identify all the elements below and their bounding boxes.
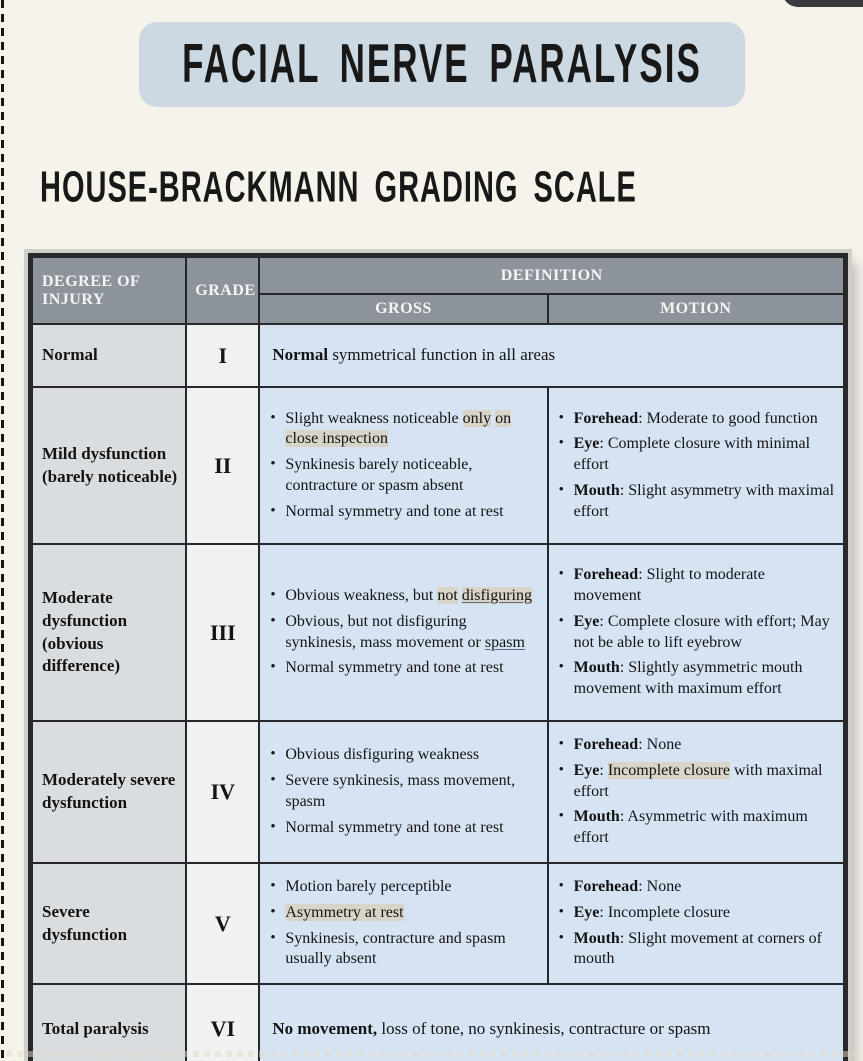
text-segment: symmetrical function in all areas [328, 345, 556, 365]
bullet-text [285, 502, 538, 523]
bullet-text [574, 877, 835, 898]
text-segment: Forehead [573, 566, 639, 584]
bullet-icon: • [558, 761, 564, 778]
motion-cell [548, 387, 844, 544]
bullet-item [268, 745, 538, 766]
bullet-icon: • [558, 659, 564, 676]
table-row [32, 324, 844, 387]
text-segment: Incomplete closure [607, 761, 730, 779]
bullet-item [557, 481, 835, 523]
bullet-item [557, 409, 835, 430]
bullet-item [268, 818, 538, 839]
bullet-item [268, 929, 538, 971]
table-row [32, 863, 844, 984]
degree-cell: Moderate dysfunction (obvious difference) [32, 544, 186, 721]
table-row [32, 984, 844, 1061]
bullet-icon: • [558, 612, 564, 629]
bullet-icon: • [558, 566, 564, 583]
title-badge [139, 22, 745, 107]
bullet-icon: • [270, 409, 276, 426]
gross-cell [259, 387, 547, 544]
text-segment: Normal symmetry and tone at rest [285, 818, 504, 836]
text-segment: Mouth [573, 808, 620, 826]
bullet-icon: • [558, 903, 564, 920]
text-segment: loss of tone, no synkinesis, contracture or spasm [377, 1019, 711, 1039]
table-header [32, 257, 844, 324]
bullet-text [285, 658, 538, 679]
bullet-text [574, 929, 835, 971]
gross-cell [259, 721, 547, 863]
bullet-item [557, 434, 835, 476]
text-segment: Obvious disfiguring weakness [285, 746, 480, 764]
bullet-icon: • [558, 736, 564, 752]
bullet-icon: • [270, 746, 276, 763]
bullet-icon: • [270, 877, 276, 894]
text-segment: Mouth [573, 659, 620, 677]
bullet-icon: • [270, 903, 276, 920]
grading-table-frame [28, 253, 848, 1061]
bullet-item [557, 612, 835, 654]
text-segment: Eye [573, 761, 600, 779]
text-segment: Forehead [573, 877, 639, 895]
page-subtitle: HOUSE-BRACKMANN GRADING SCALE [40, 163, 637, 212]
bullet-text [574, 481, 835, 523]
bullet-icon: • [270, 502, 276, 519]
text-segment: Eye [573, 612, 600, 630]
bullet-text [574, 807, 835, 849]
bullet-item [268, 586, 538, 607]
text-segment: : Complete closure with effort; May not be able to lift eyebrow [573, 612, 830, 651]
text-segment: Forehead [573, 736, 639, 753]
gross-cell [259, 863, 547, 984]
bullet-item [557, 735, 835, 756]
text-segment: : Slightly asymmetric mouth movement with maximum effort [573, 659, 803, 698]
bullet-text [285, 612, 538, 654]
grade-cell: I [186, 324, 259, 387]
text-segment: on close inspection [285, 409, 512, 448]
bullet-icon: • [270, 586, 276, 603]
bullet-item [268, 771, 538, 813]
degree-cell: Mild dysfunction (barely noticeable) [32, 387, 186, 544]
header-degree-of-injury: DEGREE OF INJURY [32, 257, 186, 324]
text-segment: Synkinesis barely noticeable, contracture or spasm absent [285, 456, 473, 494]
text-segment: : Slight to moderate movement [573, 566, 765, 604]
bullet-text [285, 409, 538, 451]
grade-cell: VI [186, 984, 259, 1061]
bullet-icon: • [558, 808, 564, 825]
bullet-item [557, 658, 835, 700]
bullet-text [285, 818, 538, 839]
bullet-text [285, 903, 538, 924]
bullet-item [557, 929, 835, 971]
grading-table [31, 256, 845, 1061]
text-segment: Normal symmetry and tone at rest [285, 502, 504, 520]
bullet-item [557, 807, 835, 849]
bullet-item [557, 565, 835, 607]
text-segment: : None [638, 877, 682, 895]
text-segment: spasm [484, 633, 525, 651]
table-row [32, 721, 844, 863]
bullet-text [574, 903, 835, 924]
grade-cell: IV [186, 721, 259, 863]
table-body [32, 324, 844, 1061]
bullet-icon: • [558, 409, 564, 426]
grade-cell: V [186, 863, 259, 984]
bullet-text [574, 612, 835, 654]
text-segment: Obvious weakness, but [285, 586, 438, 604]
header-motion: MOTION [548, 294, 844, 324]
header-definition: DEFINITION [259, 257, 844, 294]
bullet-icon: • [270, 772, 276, 789]
bullet-item [268, 612, 538, 654]
bullet-icon: • [558, 481, 564, 498]
text-segment: Normal [272, 345, 329, 365]
bullet-text [574, 565, 835, 607]
bullet-item [557, 903, 835, 924]
text-segment: Mouth [573, 929, 620, 947]
bullet-item [268, 409, 538, 451]
bullet-icon: • [270, 929, 276, 946]
bullet-text [285, 929, 538, 971]
text-segment: : Incomplete closure [599, 903, 730, 921]
text-segment: Severe synkinesis, mass movement, spasm [285, 772, 516, 810]
text-segment: Synkinesis, contracture and spasm usually absent [285, 929, 506, 968]
subtitle-row [40, 163, 863, 213]
bullet-text [285, 877, 538, 898]
bullet-item [268, 903, 538, 924]
text-segment: Eye [573, 435, 600, 453]
motion-cell [548, 544, 844, 721]
bullet-icon: • [270, 659, 276, 676]
bullet-icon: • [558, 929, 564, 946]
header-grade: GRADE [186, 257, 259, 324]
bullet-text [574, 761, 835, 803]
text-segment: : Moderate to good function [638, 409, 818, 427]
text-segment: : [599, 761, 608, 779]
bullet-icon: • [558, 435, 564, 452]
degree-cell: Severe dysfunction [32, 863, 186, 984]
bullet-icon: • [558, 877, 564, 894]
table-row [32, 544, 844, 721]
text-segment: : Asymmetric with maximum effort [573, 808, 808, 847]
text-segment: No movement, [272, 1019, 378, 1039]
motion-cell [548, 863, 844, 984]
definition-cell [259, 324, 844, 387]
bullet-text [285, 455, 538, 497]
text-segment: Motion barely perceptible [285, 877, 452, 895]
text-segment: : Slight movement at corners of mouth [573, 929, 823, 968]
grade-cell: II [186, 387, 259, 544]
bullet-item [268, 658, 538, 679]
bullet-item [268, 455, 538, 497]
table-row [32, 387, 844, 544]
bullet-text [285, 586, 538, 607]
bullet-item [557, 761, 835, 803]
text-segment: Obvious, but not disfiguring synkinesis, mass movement or [285, 612, 485, 651]
text-segment: with maximal effort [573, 761, 823, 800]
text-segment: Mouth [573, 481, 620, 499]
bottom-texture-decoration [6, 1051, 863, 1057]
definition-cell [259, 984, 844, 1061]
text-segment: Forehead [573, 409, 639, 427]
text-segment: not [437, 586, 458, 604]
bullet-text [574, 658, 835, 700]
text-segment: Eye [573, 903, 600, 921]
page-title: FACIAL NERVE PARALYSIS [182, 33, 702, 94]
text-segment: : Complete closure with minimal effort [573, 435, 811, 474]
bullet-item [268, 502, 538, 523]
bullet-text [574, 735, 835, 756]
bullet-text [574, 434, 835, 476]
text-segment: disfiguring [461, 586, 532, 604]
header-gross: GROSS [259, 294, 547, 324]
bullet-item [557, 877, 835, 898]
degree-cell: Total paralysis [32, 984, 186, 1061]
bullet-text [285, 745, 538, 766]
bullet-icon: • [270, 456, 276, 473]
text-segment: only [462, 409, 492, 427]
bullet-text [574, 409, 835, 430]
text-segment: Asymmetry at rest [285, 903, 404, 921]
gross-cell [259, 544, 547, 721]
text-segment: Slight weakness noticeable [285, 409, 463, 427]
header-row-1 [32, 257, 844, 294]
text-segment: Normal symmetry and tone at rest [285, 659, 504, 677]
bullet-icon: • [270, 818, 276, 835]
motion-cell [548, 721, 844, 863]
bullet-text [285, 771, 538, 813]
text-segment: : Slight asymmetry with maximal effort [573, 481, 835, 520]
bullet-item [268, 877, 538, 898]
degree-cell: Moderately severe dysfunction [32, 721, 186, 863]
grade-cell: III [186, 544, 259, 721]
text-segment: : None [638, 736, 682, 753]
bullet-icon: • [270, 612, 276, 629]
degree-cell: Normal [32, 324, 186, 387]
